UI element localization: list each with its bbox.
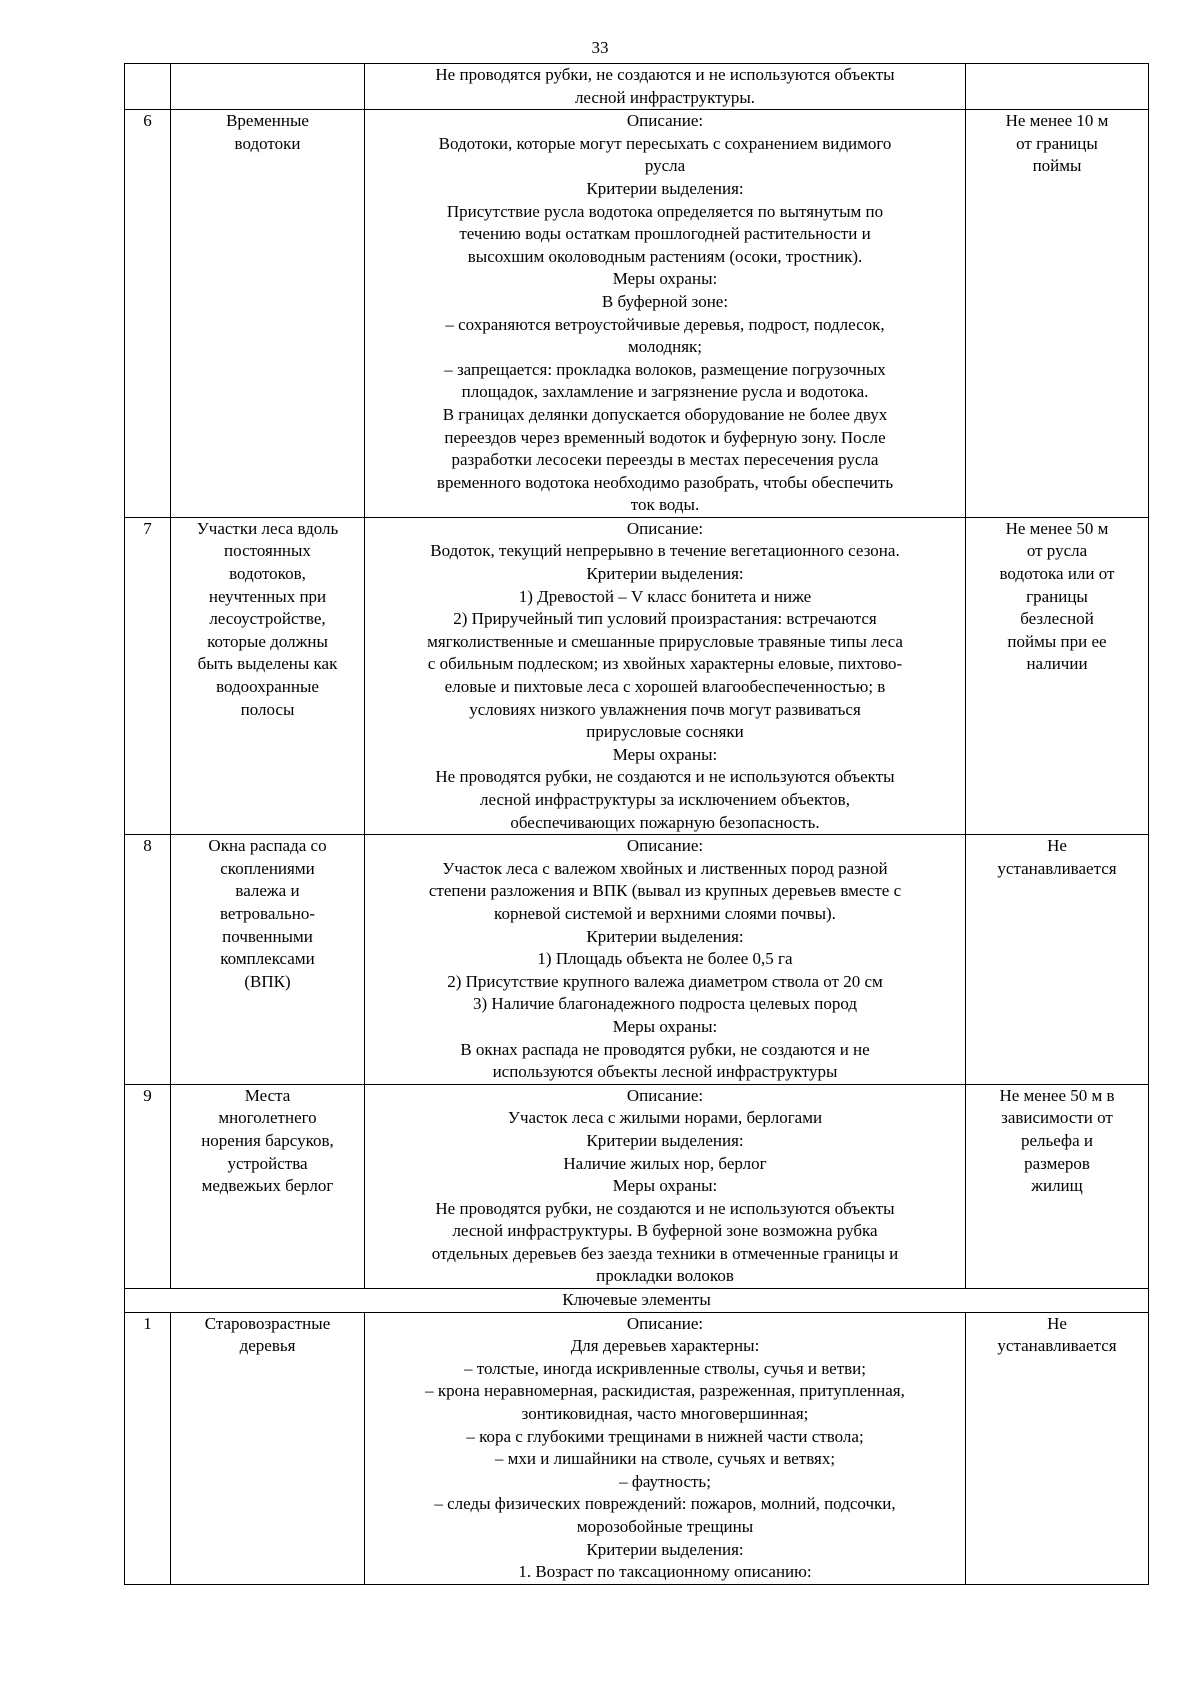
object-description-line: Не проводятся рубки, не создаются и не используются объекты <box>435 767 895 787</box>
object-description-line: – фаутность; <box>619 1471 711 1491</box>
object-description <box>365 517 966 834</box>
buffer-zone <box>966 1084 1149 1288</box>
object-description-line: Водотоки, которые могут пересыхать с сохранением видимого <box>438 133 892 153</box>
object-name <box>171 110 365 518</box>
object-description-line: Критерии выделения: <box>586 564 744 584</box>
object-description <box>365 110 966 518</box>
buffer-zone-line: зависимости от <box>1001 1108 1113 1128</box>
object-description-line: еловые и пихтовые леса с хорошей влагообеспеченностью; в <box>444 677 886 697</box>
object-description-line: 1) Древостой – V класс бонитета и ниже <box>518 586 812 606</box>
object-description-line: Меры охраны: <box>612 1016 718 1036</box>
object-description-line: условиях низкого увлажнения почв могут развиваться <box>469 699 861 719</box>
object-description-line: – сохраняются ветроустойчивые деревья, подрост, подлесок, <box>445 314 885 334</box>
object-name-line: (ВПК) <box>244 971 291 991</box>
row-number: 6 <box>125 110 171 518</box>
buffer-zone-line: от русла <box>1026 541 1088 561</box>
object-description-line: Меры охраны: <box>612 744 718 764</box>
object-description-line: – толстые, иногда искривленные стволы, сучья и ветви; <box>463 1358 867 1378</box>
object-description-line: Критерии выделения: <box>586 178 744 198</box>
object-description-line: 1. Возраст по таксационному описанию: <box>518 1562 812 1582</box>
buffer-zone-line: безлесной <box>1020 609 1094 629</box>
object-description-line: с обильным подлеском; из хвойных характерны еловые, пихтово- <box>427 654 903 674</box>
object-description-line: прирусловые сосняки <box>586 722 744 742</box>
object-description-line: лесной инфраструктуры за исключением объектов, <box>480 790 850 809</box>
object-description-line: временного водотока необходимо разобрать, чтобы обеспечить <box>436 472 894 492</box>
object-description-line: Участок леса с валежом хвойных и лиственных пород разной <box>442 858 888 878</box>
object-name-line: водотоки <box>234 133 301 153</box>
buffer-zone <box>966 1312 1149 1584</box>
object-description-line: Критерии выделения: <box>586 1539 744 1559</box>
object-description-line: степени разложения и ВПК (вывал из крупных деревьев вместе с <box>428 881 902 901</box>
object-description-line: Меры охраны: <box>612 1176 718 1196</box>
object-name-line: Старовозрастные <box>204 1313 331 1333</box>
object-name-line: скоплениями <box>220 858 315 878</box>
page-number: 33 <box>591 38 609 57</box>
buffer-zone-line: поймы <box>1032 156 1082 176</box>
object-description-line: Описание: <box>626 1085 704 1105</box>
table-row <box>125 110 1149 518</box>
object-name-line: деревья <box>239 1336 296 1356</box>
buffer-zone <box>966 110 1149 518</box>
object-description-line: ток воды. <box>630 495 700 515</box>
object-description-line: В границах делянки допускается оборудование не более двух <box>442 404 888 424</box>
object-description-line: площадок, захламление и загрязнение русла и водотока. <box>461 382 869 402</box>
object-description-line: 3) Наличие благонадежного подроста целевых пород <box>473 994 857 1014</box>
buffer-zone <box>966 517 1149 834</box>
row-number: 7 <box>125 517 171 834</box>
object-description-line: Описание: <box>626 518 704 538</box>
object-name-line: Места <box>244 1085 291 1105</box>
object-description-line: молодняк; <box>627 337 703 357</box>
object-description-line: Описание: <box>626 836 704 856</box>
buffer-zone-line: границы <box>1026 586 1088 606</box>
buffer-zone-line: Не <box>1047 836 1067 856</box>
table-row <box>125 517 1149 834</box>
object-name-line: устройства <box>227 1153 308 1173</box>
object-description-line: Описание: <box>626 111 704 131</box>
buffer-zone <box>966 64 1149 110</box>
object-name-line: лесоустройстве, <box>209 609 326 629</box>
object-description-line: морозобойные трещины <box>576 1517 754 1536</box>
object-description-line: Участок леса с жилыми норами, берлогами <box>507 1108 823 1128</box>
buffer-zone-line: устанавливается <box>997 1336 1117 1356</box>
object-description-line: прокладки волоков <box>596 1266 734 1286</box>
table-body <box>125 64 1149 1585</box>
buffer-zone-line: жилищ <box>1031 1176 1083 1196</box>
buffer-zone-line: рельефа и <box>1021 1130 1093 1150</box>
object-description-line: Не проводятся рубки, не создаются и не используются объекты <box>435 1198 895 1218</box>
object-description-line: высохшим околоводным растениям (осоки, тростник). <box>467 246 863 266</box>
buffer-zone-line: Не менее 50 м <box>1005 518 1109 538</box>
object-description-line: Описание: <box>626 1313 704 1333</box>
object-description-line: 1) Площадь объекта не более 0,5 га <box>537 949 793 969</box>
object-description-line: переездов через временный водоток и буферную зону. После <box>444 427 886 447</box>
buffer-zone-line: Не менее 50 м в <box>999 1085 1115 1105</box>
object-description-line: Для деревьев характерны: <box>570 1336 760 1356</box>
object-name <box>171 1084 365 1288</box>
buffer-zone-line: Не менее 10 м <box>1005 111 1109 131</box>
object-description-line: используются объекты лесной инфраструктуры <box>492 1062 838 1082</box>
object-description <box>365 64 966 110</box>
object-description-line: – крона неравномерная, раскидистая, разреженная, притупленная, <box>425 1381 905 1401</box>
object-description-line: – мхи и лишайники на стволе, сучьях и ветвях; <box>494 1449 836 1469</box>
buffer-zone-line: наличии <box>1026 654 1088 674</box>
table-row <box>125 64 1149 110</box>
buffer-zone-line: поймы при ее <box>1007 631 1107 651</box>
object-description-line: мягколиственные и смешанные прирусловые травяные типы леса <box>427 631 903 651</box>
object-description-line: Присутствие русла водотока определяется по вытянутым по <box>446 201 884 221</box>
object-description-line: Критерии выделения: <box>586 1130 744 1150</box>
object-name-line: многолетнего <box>218 1108 317 1128</box>
object-name-line: которые должны <box>207 631 328 651</box>
buffer-zone-line: размеров <box>1024 1153 1090 1173</box>
object-description-line: В окнах распада не проводятся рубки, не создаются и не <box>460 1039 870 1059</box>
object-description-line: лесной инфраструктуры. В буферной зоне возможна рубка <box>452 1221 878 1241</box>
object-name-line: ветровально- <box>219 903 316 923</box>
object-name-line: водоохранные <box>216 677 319 697</box>
row-number: 8 <box>125 835 171 1085</box>
table-row <box>125 1312 1149 1584</box>
object-name-line: Окна распада со <box>208 836 327 856</box>
row-number: 9 <box>125 1084 171 1288</box>
object-description-line: – следы физических повреждений: пожаров, молний, подсочки, <box>434 1494 896 1514</box>
object-name-line: постоянных <box>224 541 311 561</box>
buffer-zone <box>966 835 1149 1085</box>
object-description-line: Меры охраны: <box>612 269 718 289</box>
object-name-line: валежа и <box>235 881 300 901</box>
object-description-line: разработки лесосеки переезды в местах пересечения русла <box>451 450 879 470</box>
object-name-line: комплексами <box>220 949 315 969</box>
object-description-line: корневой системой и верхними слоями почвы). <box>494 903 836 923</box>
object-name-line: медвежьих берлог <box>201 1176 334 1196</box>
object-description-line: 2) Присутствие крупного валежа диаметром ствола от 20 см <box>447 971 883 991</box>
object-description <box>365 1084 966 1288</box>
object-description-line: обеспечивающих пожарную безопасность. <box>510 812 820 832</box>
row-number <box>125 64 171 110</box>
buffer-zone-line: водотока или от <box>999 564 1115 584</box>
object-description-line: лесной инфраструктуры. <box>574 87 756 107</box>
object-name <box>171 64 365 110</box>
object-name-line: быть выделены как <box>197 654 338 674</box>
object-description-line: Водоток, текущий непрерывно в течение вегетационного сезона. <box>430 541 900 561</box>
key-objects-table <box>124 63 1149 1585</box>
object-description-line: В буферной зоне: <box>601 291 729 311</box>
object-name <box>171 835 365 1085</box>
object-description-line: русла <box>644 156 686 176</box>
table-row <box>125 835 1149 1085</box>
section-row <box>125 1289 1149 1313</box>
object-name-line: норения барсуков, <box>201 1130 334 1150</box>
object-description-line: течению воды остаткам прошлогодней растительности и <box>459 224 871 244</box>
object-description-line: Критерии выделения: <box>586 926 744 946</box>
object-description-line: – запрещается: прокладка волоков, размещение погрузочных <box>444 359 886 379</box>
object-description-line: зонтиковидная, часто многовершинная; <box>521 1404 809 1424</box>
object-description-line: – кора с глубокими трещинами в нижней части ствола; <box>466 1426 864 1446</box>
object-name-line: неучтенных при <box>208 586 327 606</box>
table-row <box>125 1084 1149 1288</box>
object-name <box>171 517 365 834</box>
object-name-line: полосы <box>240 699 295 719</box>
buffer-zone-line: устанавливается <box>997 858 1117 878</box>
object-name-line: почвенными <box>222 926 313 946</box>
object-name-line: Временные <box>226 111 309 131</box>
object-description <box>365 835 966 1085</box>
object-description-line: Не проводятся рубки, не создаются и не используются объекты <box>435 65 895 84</box>
object-name-line: водотоков, <box>229 564 306 584</box>
object-description-line: 2) Приручейный тип условий произрастания: встречаются <box>453 609 877 629</box>
section-title: Ключевые элементы <box>125 1289 1149 1313</box>
buffer-zone-line: Не <box>1047 1313 1067 1333</box>
object-description-line: Наличие жилых нор, берлог <box>563 1153 767 1173</box>
row-number: 1 <box>125 1312 171 1584</box>
object-name-line: Участки леса вдоль <box>196 518 339 538</box>
object-description <box>365 1312 966 1584</box>
buffer-zone-line: от границы <box>1016 133 1098 153</box>
object-name <box>171 1312 365 1584</box>
object-description-line: отдельных деревьев без заезда техники в отмеченные границы и <box>431 1243 899 1263</box>
